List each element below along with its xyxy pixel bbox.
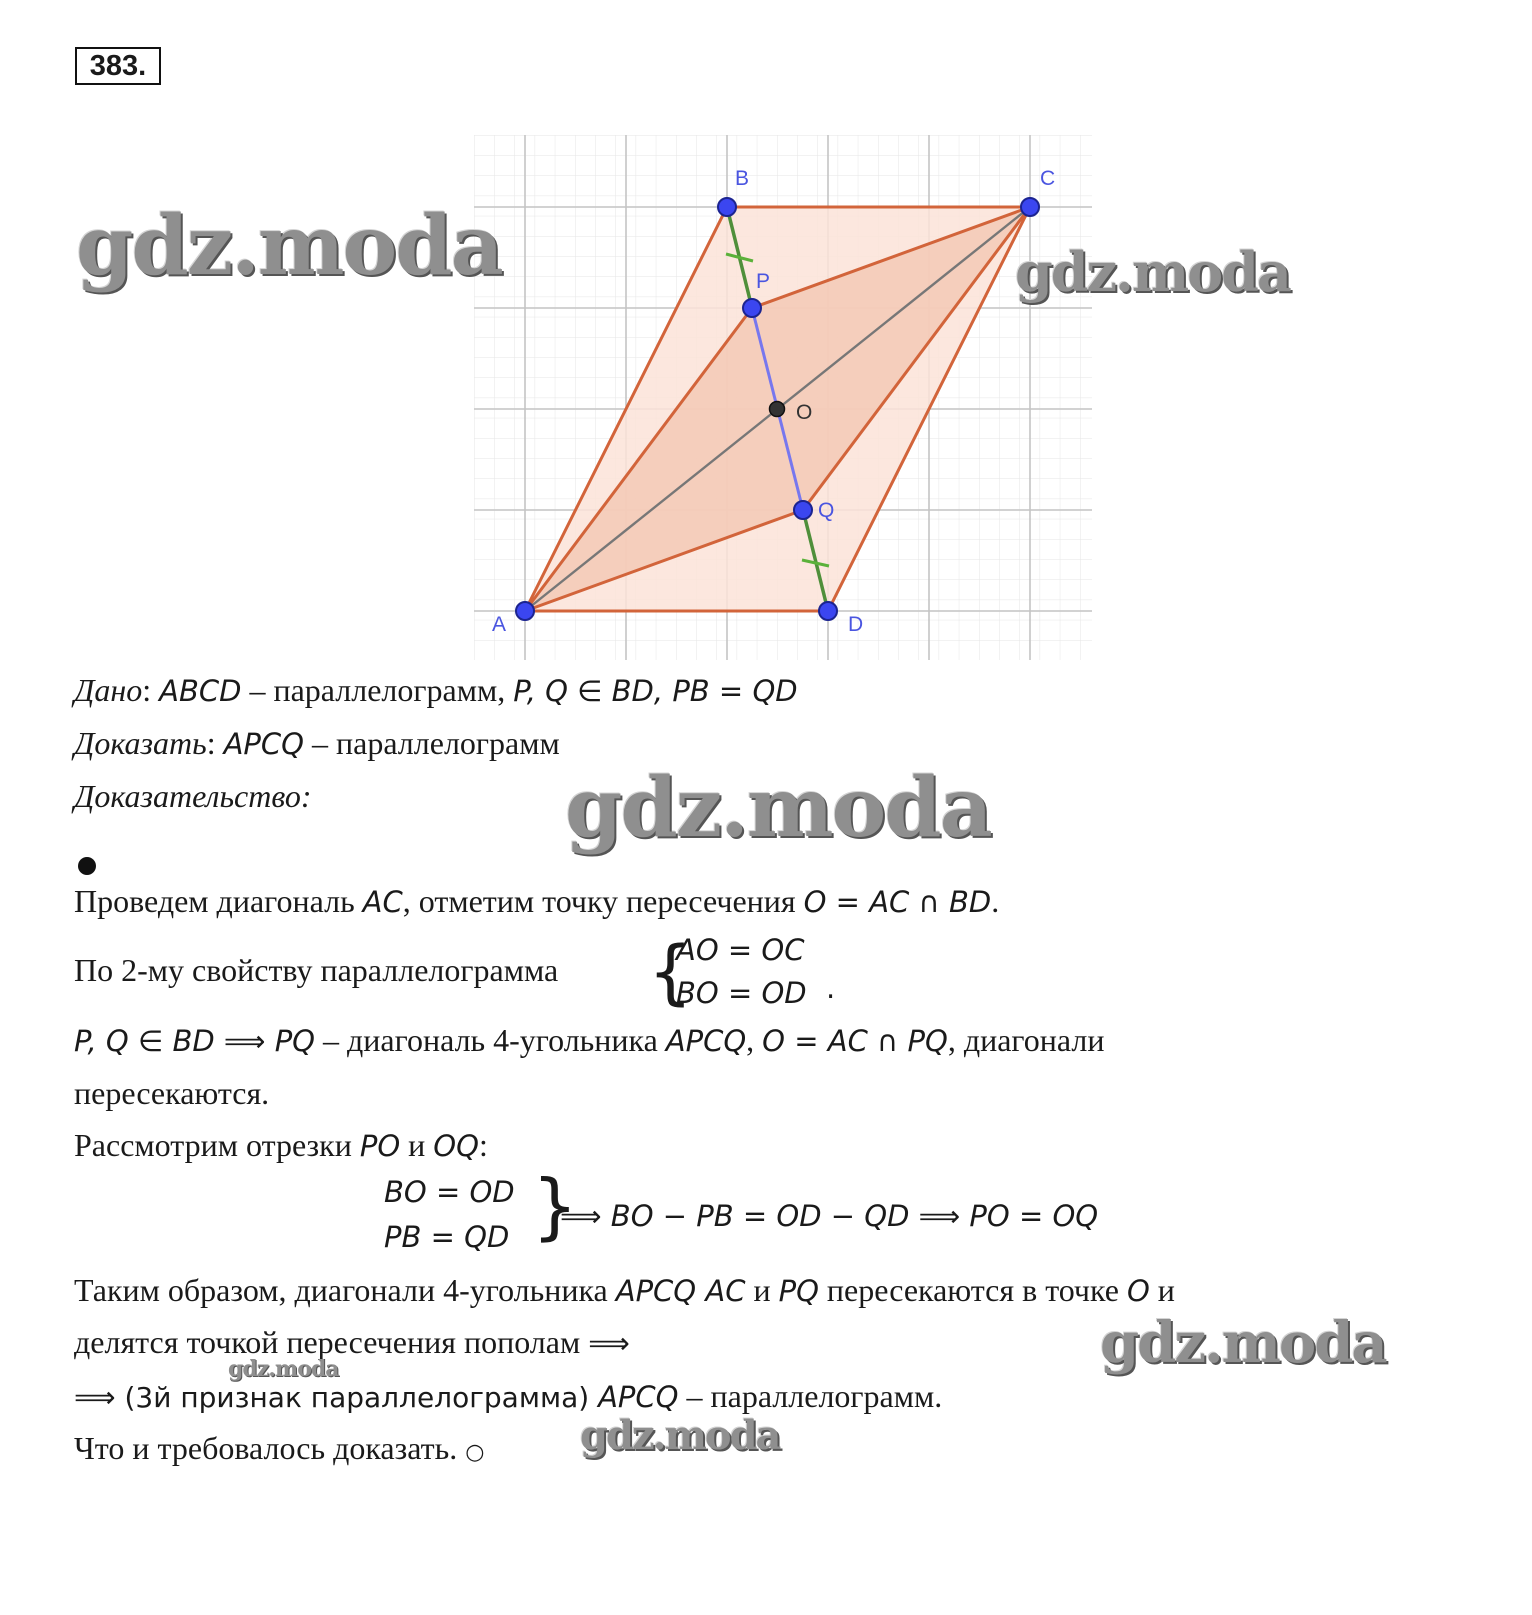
given-math: P, Q ∈ BD, PB = QD — [513, 674, 798, 708]
prove-text: параллелограмм — [335, 725, 560, 761]
line6-text-4: и — [1149, 1272, 1175, 1308]
proof-line-3 — [74, 1020, 1104, 1061]
given-line — [74, 670, 798, 711]
system-2-result: ⟹ BO − PB = OD − QD ⟹ PO = OQ — [560, 1199, 1099, 1233]
line1-math-2: O = AC ∩ BD — [803, 885, 992, 919]
given-colon: : — [142, 672, 152, 708]
line7-text-1: делятся точкой пересечения пополам — [74, 1324, 589, 1360]
prove-dash: – — [303, 725, 336, 761]
given-text: параллелограмм, — [273, 672, 514, 708]
point-o — [770, 402, 785, 417]
end-of-proof-mark: ○ — [465, 1440, 485, 1465]
right-brace: } — [532, 1164, 578, 1248]
line1-text-1: Проведем диагональ — [74, 883, 363, 919]
line7-arrow: ⟹ — [588, 1326, 630, 1360]
point-a — [516, 602, 534, 620]
line6-text-1: Таким образом, диагонали 4-угольника — [74, 1272, 616, 1308]
line5-text-2: и — [400, 1127, 434, 1163]
prove-label: Доказать — [74, 725, 207, 761]
label-b: B — [735, 167, 750, 190]
line9-text-1: Что и требовалось доказать. — [74, 1430, 466, 1466]
line5-math-2: OQ — [433, 1129, 479, 1163]
line3-math-1: P, Q ∈ BD ⟹ PQ — [74, 1024, 316, 1058]
line6-math-2: PQ — [778, 1274, 819, 1308]
proof-line-2-text: По 2-му свойству параллелограмма — [74, 952, 559, 988]
label-d: D — [848, 613, 864, 636]
watermark-3: gdz.moda — [565, 760, 991, 856]
proof-label: Доказательство: — [74, 778, 312, 814]
proof-line-8 — [74, 1376, 942, 1418]
point-p — [743, 299, 761, 317]
line3-text-3: , диагонали — [947, 1022, 1105, 1058]
line3-text-1: – диагональ 4-угольника — [315, 1022, 666, 1058]
watermark-1: gdz.moda — [76, 198, 502, 294]
line3-math-2: APCQ — [665, 1024, 747, 1058]
label-o: O — [796, 401, 813, 424]
line1-text-2: , отметим точку пересечения — [402, 883, 804, 919]
prove-colon: : — [206, 725, 216, 761]
proof-line-9 — [74, 1428, 484, 1473]
line6-text-3: пересекаются в точке — [818, 1272, 1127, 1308]
watermark-5: gdz.moda — [228, 1356, 339, 1382]
problem-number: 383. — [75, 47, 161, 85]
system-2-bottom: PB = QD — [384, 1220, 510, 1254]
line8-arrow: ⟹ — [74, 1380, 116, 1414]
point-d — [819, 602, 837, 620]
line5-text-3: : — [478, 1127, 488, 1163]
left-brace: { — [648, 931, 693, 1013]
proof-line-1 — [74, 881, 999, 922]
line5-text-1: Рассмотрим отрезки — [74, 1127, 360, 1163]
line8-math-1: APCQ — [598, 1380, 679, 1414]
line5-math-1: PO — [359, 1129, 401, 1163]
watermark-2: gdz.moda — [1015, 240, 1290, 304]
line1-text-3: . — [991, 883, 1000, 919]
line8-text-2: – параллелограмм. — [678, 1378, 943, 1414]
label-p: P — [756, 270, 771, 293]
line8-text-1: (3й признак параллелограмма) — [115, 1381, 599, 1414]
line3-math-3: O = AC ∩ PQ — [762, 1024, 948, 1058]
given-label: Дано — [74, 672, 143, 708]
given-dash: – — [241, 672, 274, 708]
line3-text-2: , — [746, 1022, 763, 1058]
system-2-top: BO = OD — [384, 1175, 515, 1209]
system-1-end: . — [826, 971, 836, 1005]
prove-line — [74, 723, 560, 764]
line6-math-1: APCQ AC — [615, 1274, 746, 1308]
point-b — [718, 198, 736, 216]
line6-text-2: и — [745, 1272, 779, 1308]
label-q: Q — [818, 499, 835, 522]
prove-figure: APCQ — [223, 727, 304, 761]
proof-line-4: пересекаются. — [74, 1075, 270, 1111]
proof-line-5 — [74, 1125, 488, 1166]
parallelogram-figure — [470, 135, 1095, 665]
label-c: C — [1040, 167, 1056, 190]
label-a: A — [492, 613, 507, 636]
line1-math-1: AC — [362, 885, 403, 919]
point-q — [794, 501, 812, 519]
watermark-6: gdz.moda — [580, 1412, 780, 1459]
point-c — [1021, 198, 1039, 216]
proof-line-7 — [74, 1322, 630, 1363]
given-figure: ABCD — [159, 674, 242, 708]
watermark-4: gdz.moda — [1100, 1310, 1386, 1376]
bullet — [78, 857, 96, 875]
system-1-bottom: BO = OD — [676, 976, 807, 1010]
proof-line-6 — [74, 1270, 1175, 1311]
line6-math-3: O — [1126, 1274, 1150, 1308]
system-1-top: AO = OC — [676, 933, 805, 967]
